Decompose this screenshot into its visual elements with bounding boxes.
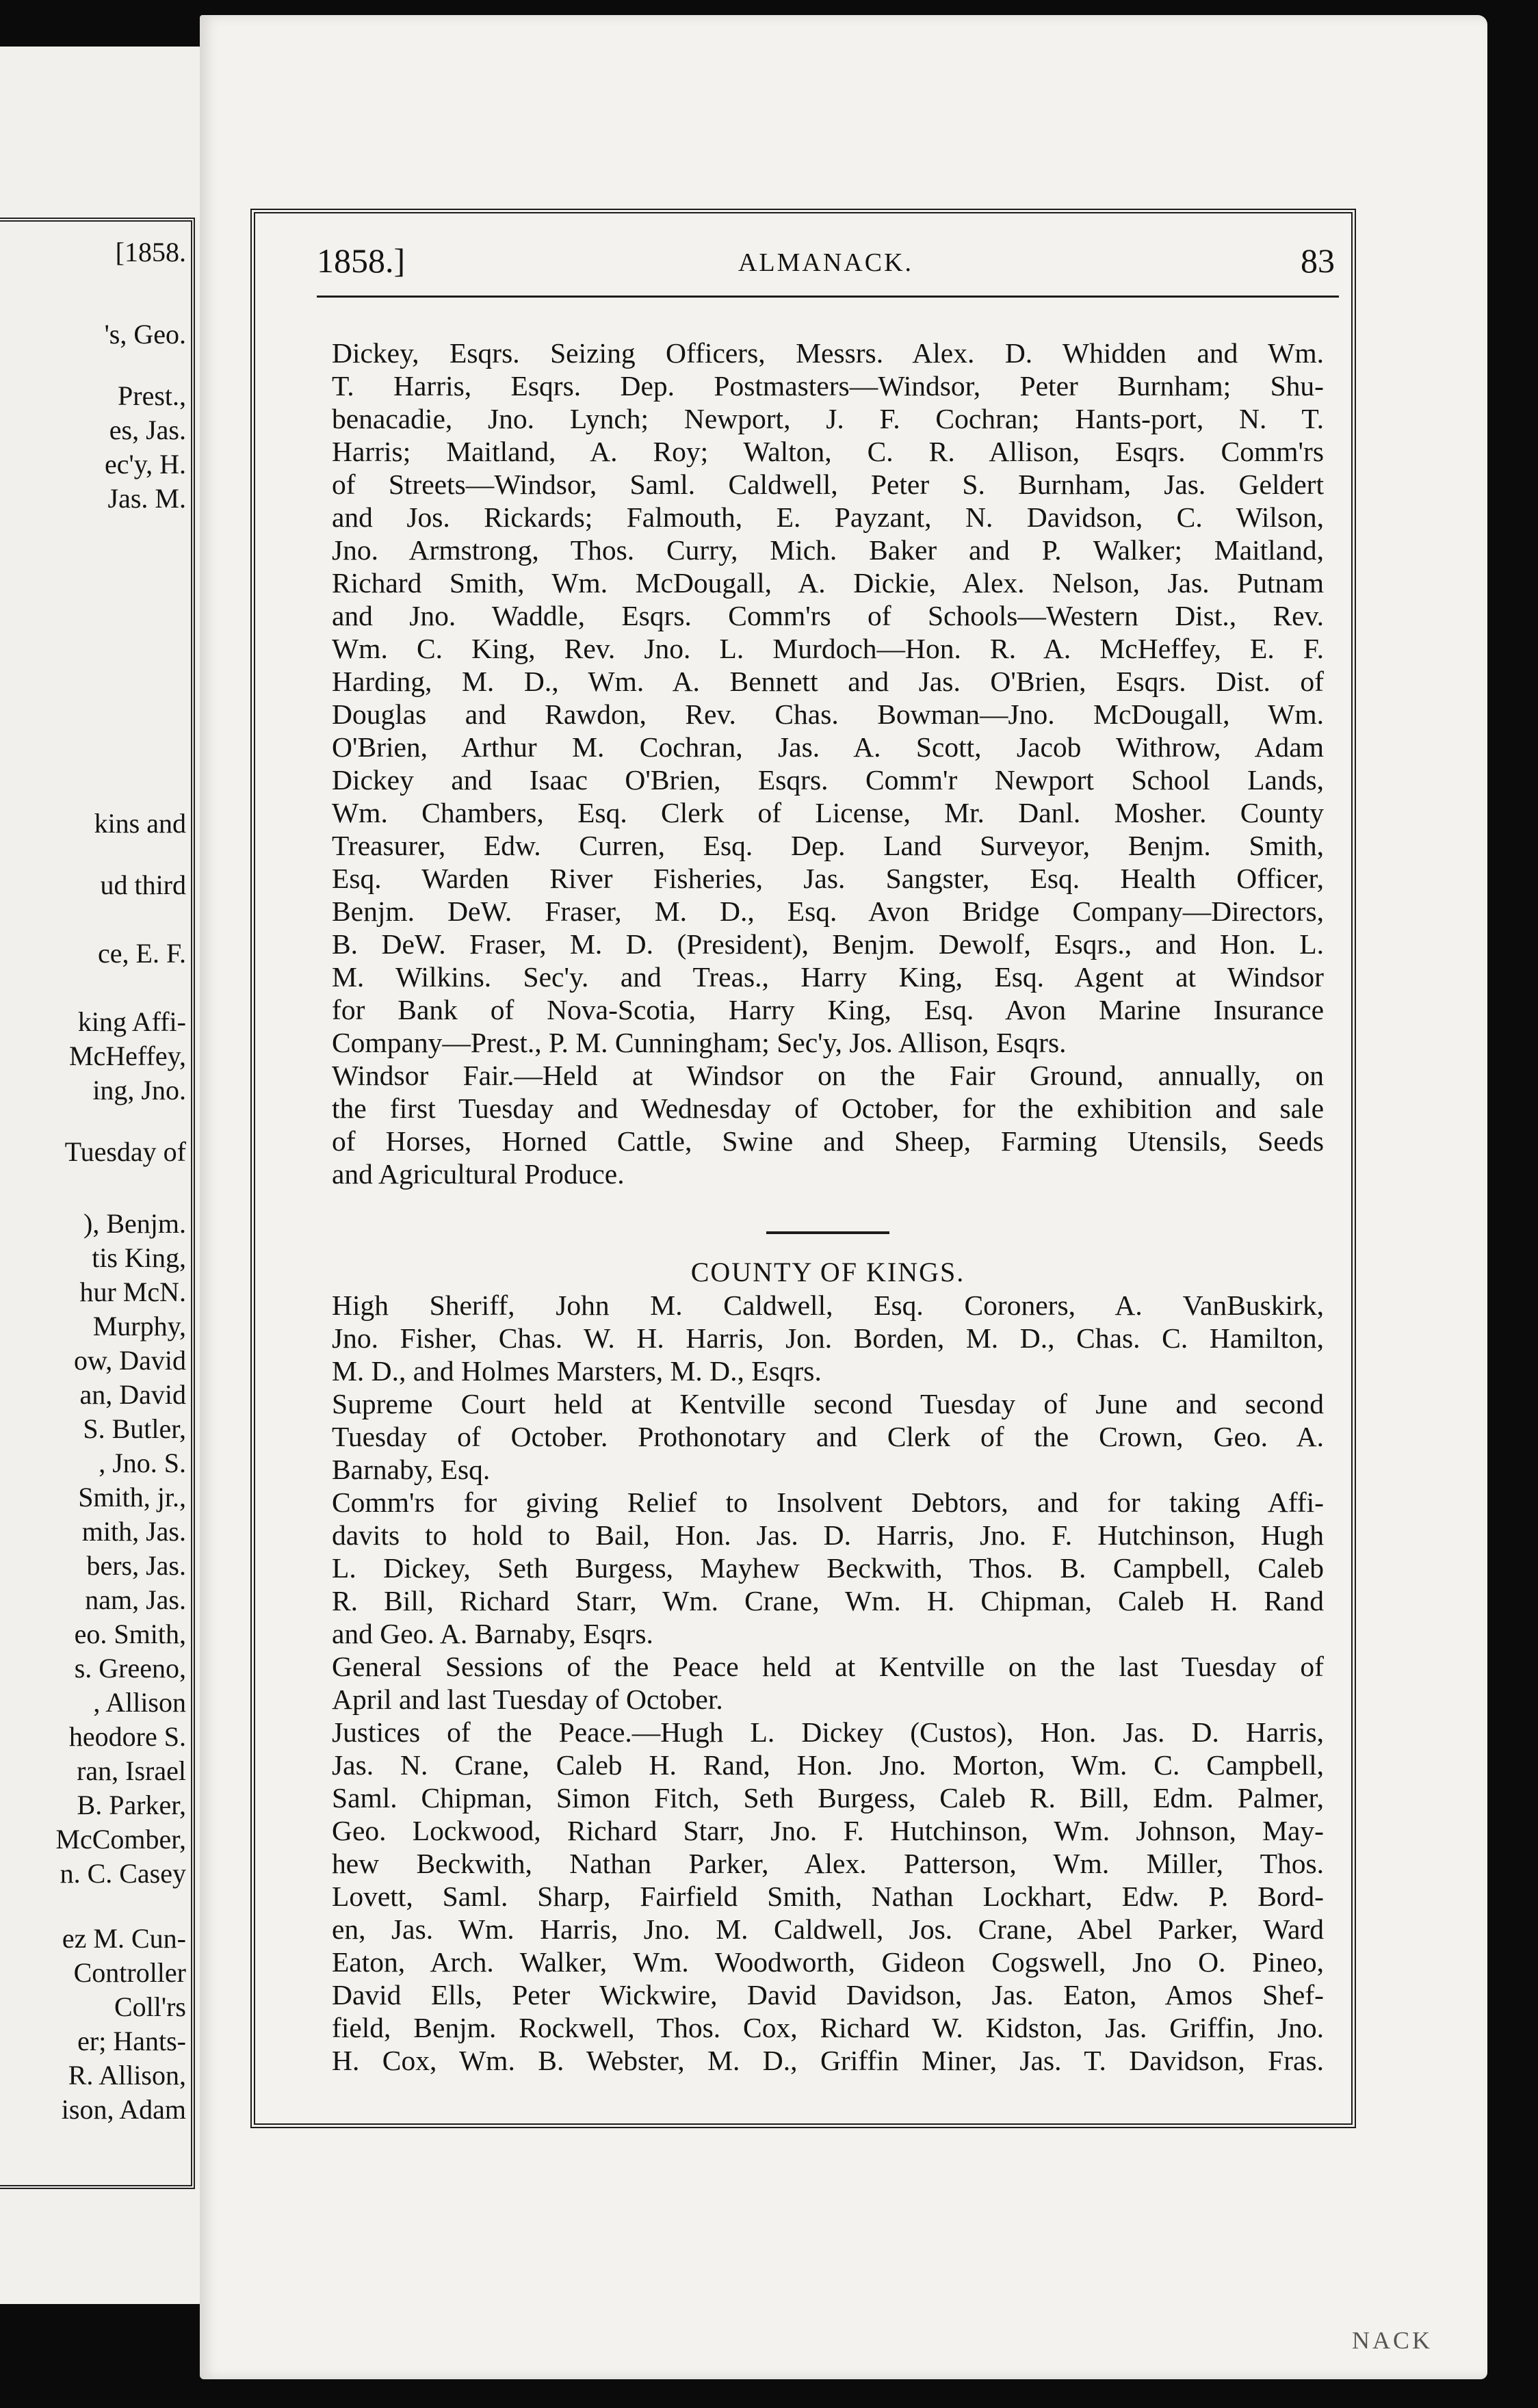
- header-year: 1858.]: [317, 241, 406, 280]
- text-line: David Ells, Peter Wickwire, David Davidson, Jas. Eaton, Amos Shef-: [332, 1979, 1324, 2011]
- text-line: Eaton, Arch. Walker, Wm. Woodworth, Gideon Cogswell, Jno O. Pineo,: [332, 1946, 1324, 1978]
- left-page-line: Jas. M.: [107, 483, 186, 514]
- text-line: L. Dickey, Seth Burgess, Mayhew Beckwith, Thos. B. Campbell, Caleb: [332, 1552, 1324, 1584]
- text-line: Justices of the Peace.—Hugh L. Dickey (Custos), Hon. Jas. D. Harris,: [332, 1716, 1324, 1748]
- left-page-line: , Jno. S.: [99, 1448, 186, 1478]
- text-line: and Jos. Rickards; Falmouth, E. Payzant, N. Davidson, C. Wilson,: [332, 501, 1324, 533]
- left-page-line: tis King,: [92, 1242, 186, 1273]
- text-line: Lovett, Saml. Sharp, Fairfield Smith, Nathan Lockhart, Edw. P. Bord-: [332, 1881, 1324, 1912]
- left-page-line: Tuesday of: [64, 1136, 186, 1167]
- text-line: T. Harris, Esqrs. Dep. Postmasters—Windsor, Peter Burnham; Shu-: [332, 370, 1324, 402]
- left-page-line: ran, Israel: [77, 1755, 186, 1786]
- text-line: of Horses, Horned Cattle, Swine and Sheep, Farming Utensils, Seeds: [332, 1125, 1324, 1157]
- text-line: the first Tuesday and Wednesday of October, for the exhibition and sale: [332, 1092, 1324, 1124]
- text-line: Harris; Maitland, A. Roy; Walton, C. R. Allison, Esqrs. Comm'rs: [332, 436, 1324, 467]
- text-line: hew Beckwith, Nathan Parker, Alex. Patterson, Wm. Miller, Thos.: [332, 1848, 1324, 1879]
- left-page-line: Murphy,: [92, 1311, 186, 1342]
- text-line: Jas. N. Crane, Caleb H. Rand, Hon. Jno. Morton, Wm. C. Campbell,: [332, 1749, 1324, 1781]
- text-line: benacadie, Jno. Lynch; Newport, J. F. Cochran; Hants-port, N. T.: [332, 403, 1324, 434]
- page-footer-mark: NACK: [1351, 2327, 1433, 2354]
- text-line: Treasurer, Edw. Curren, Esq. Dep. Land Surveyor, Benjm. Smith,: [332, 830, 1324, 861]
- left-facing-page: [0, 47, 205, 2304]
- left-page-line: McHeffey,: [68, 1041, 186, 1071]
- left-page-line: kins and: [94, 808, 186, 839]
- text-line: and Jno. Waddle, Esqrs. Comm'rs of Schools—Western Dist., Rev.: [332, 600, 1324, 631]
- left-page-line: Prest.,: [118, 380, 186, 411]
- text-line: Richard Smith, Wm. McDougall, A. Dickie, Alex. Nelson, Jas. Putnam: [332, 567, 1324, 599]
- left-page-line: ow, David: [73, 1345, 186, 1376]
- text-line: Dickey, Esqrs. Seizing Officers, Messrs. Alex. D. Whidden and Wm.: [332, 337, 1324, 369]
- left-page-line: ), Benjm.: [83, 1208, 186, 1239]
- left-page-line: Controller: [73, 1957, 186, 1988]
- text-line: Saml. Chipman, Simon Fitch, Seth Burgess, Caleb R. Bill, Edm. Palmer,: [332, 1782, 1324, 1814]
- text-line: Jno. Fisher, Chas. W. H. Harris, Jon. Borden, M. D., Chas. C. Hamilton,: [332, 1322, 1324, 1354]
- text-line: for Bank of Nova-Scotia, Harry King, Esq. Avon Marine Insurance: [332, 994, 1324, 1025]
- section-divider: [332, 1190, 1324, 1223]
- text-line: of Streets—Windsor, Saml. Caldwell, Peter S. Burnham, Jas. Geldert: [332, 469, 1324, 500]
- text-line: High Sheriff, John M. Caldwell, Esq. Coroners, A. VanBuskirk,: [332, 1290, 1324, 1321]
- kings-county-paragraphs: [332, 1289, 1324, 2077]
- text-line: Douglas and Rawdon, Rev. Chas. Bowman—Jno. McDougall, Wm.: [332, 698, 1324, 730]
- left-page-line: hur McN.: [79, 1277, 186, 1307]
- left-page-line: er; Hants-: [77, 2026, 186, 2056]
- text-line: Geo. Lockwood, Richard Starr, Jno. F. Hutchinson, Wm. Johnson, May-: [332, 1815, 1324, 1846]
- text-line: General Sessions of the Peace held at Kentville on the last Tuesday of: [332, 1651, 1324, 1682]
- left-page-line: ce, E. F.: [98, 938, 186, 969]
- text-line: en, Jas. Wm. Harris, Jno. M. Caldwell, Jos. Crane, Abel Parker, Ward: [332, 1913, 1324, 1945]
- left-page-line: king Affi-: [77, 1006, 186, 1037]
- left-page-line: bers, Jas.: [86, 1550, 186, 1581]
- section-heading: COUNTY OF KINGS.: [690, 1257, 965, 1287]
- left-page-line: mith, Jas.: [81, 1516, 186, 1547]
- left-page-line: ez M. Cun-: [62, 1923, 186, 1954]
- text-line: Jno. Armstrong, Thos. Curry, Mich. Baker and P. Walker; Maitland,: [332, 534, 1324, 566]
- left-page-line: es, Jas.: [109, 415, 186, 445]
- text-line: Esq. Warden River Fisheries, Jas. Sangster, Esq. Health Officer,: [332, 863, 1324, 894]
- text-line: Windsor Fair.—Held at Windsor on the Fair Ground, annually, on: [332, 1060, 1324, 1091]
- text-line: O'Brien, Arthur M. Cochran, Jas. A. Scott, Jacob Withrow, Adam: [332, 731, 1324, 763]
- text-line: field, Benjm. Rockwell, Thos. Cox, Richard W. Kidston, Jas. Griffin, Jno.: [332, 2012, 1324, 2043]
- left-page-line: R. Allison,: [68, 2060, 186, 2091]
- left-page-line: ec'y, H.: [104, 449, 186, 480]
- text-line: H. Cox, Wm. B. Webster, M. D., Griffin Miner, Jas. T. Davidson, Fras.: [332, 2045, 1324, 2076]
- header-rule: [317, 296, 1339, 298]
- left-page-line: an, David: [79, 1379, 186, 1410]
- left-page-line: eo. Smith,: [74, 1619, 186, 1649]
- text-line: Harding, M. D., Wm. A. Bennett and Jas. O'Brien, Esqrs. Dist. of: [332, 666, 1324, 697]
- text-line: davits to hold to Bail, Hon. Jas. D. Harris, Jno. F. Hutchinson, Hugh: [332, 1519, 1324, 1551]
- hants-county-paragraphs: [332, 337, 1324, 1190]
- text-line: Supreme Court held at Kentville second Tuesday of June and second: [332, 1388, 1324, 1419]
- left-page-line: McComber,: [55, 1824, 186, 1855]
- text-line: Company—Prest., P. M. Cunningham; Sec'y, Jos. Allison, Esqrs.: [332, 1027, 1067, 1058]
- left-page-line: ud third: [100, 869, 186, 900]
- text-line: and Agricultural Produce.: [332, 1158, 625, 1190]
- text-line: B. DeW. Fraser, M. D. (President), Benjm. Dewolf, Esqrs., and Hon. L.: [332, 928, 1324, 960]
- left-page-line: S. Butler,: [83, 1413, 186, 1444]
- page-number: 83: [1301, 241, 1335, 280]
- text-line: Wm. C. King, Rev. Jno. L. Murdoch—Hon. R. A. McHeffey, E. F.: [332, 633, 1324, 664]
- text-line: Benjm. DeW. Fraser, M. D., Esq. Avon Bridge Company—Directors,: [332, 895, 1324, 927]
- text-line: Dickey and Isaac O'Brien, Esqrs. Comm'r Newport School Lands,: [332, 764, 1324, 796]
- left-page-line: n. C. Casey: [60, 1858, 186, 1889]
- left-page-line: heodore S.: [68, 1721, 186, 1752]
- text-line: Wm. Chambers, Esq. Clerk of License, Mr. Danl. Mosher. County: [332, 797, 1324, 828]
- text-line: Barnaby, Esq.: [332, 1454, 491, 1485]
- text-line: and Geo. A. Barnaby, Esqrs.: [332, 1618, 653, 1649]
- text-line: M. D., and Holmes Marsters, M. D., Esqrs.: [332, 1355, 822, 1387]
- text-line: Tuesday of October. Prothonotary and Clerk of the Crown, Geo. A.: [332, 1421, 1324, 1452]
- left-page-line: 's, Geo.: [104, 319, 186, 350]
- left-page-line: B. Parker,: [77, 1790, 186, 1820]
- left-page-line: nam, Jas.: [85, 1584, 186, 1615]
- left-page-line: , Allison: [93, 1687, 186, 1718]
- body-text: [332, 337, 1324, 2077]
- text-line: Comm'rs for giving Relief to Insolvent Debtors, and for taking Affi-: [332, 1487, 1324, 1518]
- page-frame: [250, 209, 1356, 2128]
- left-page-line: Coll'rs: [114, 1991, 186, 2022]
- text-line: M. Wilkins. Sec'y. and Treas., Harry King, Esq. Agent at Windsor: [332, 961, 1324, 993]
- text-line: April and last Tuesday of October.: [332, 1684, 723, 1715]
- almanack-page: [200, 15, 1487, 2379]
- left-page-line: Smith, jr.,: [78, 1482, 186, 1513]
- left-page-line: [1858.: [115, 237, 186, 267]
- text-line: R. Bill, Richard Starr, Wm. Crane, Wm. H. Chipman, Caleb H. Rand: [332, 1585, 1324, 1617]
- left-page-line: s. Greeno,: [74, 1653, 186, 1684]
- header-title: ALMANACK.: [738, 248, 914, 277]
- left-page-line: ing, Jno.: [92, 1075, 186, 1105]
- page-header: [317, 241, 1335, 289]
- left-page-line: ison, Adam: [61, 2094, 186, 2125]
